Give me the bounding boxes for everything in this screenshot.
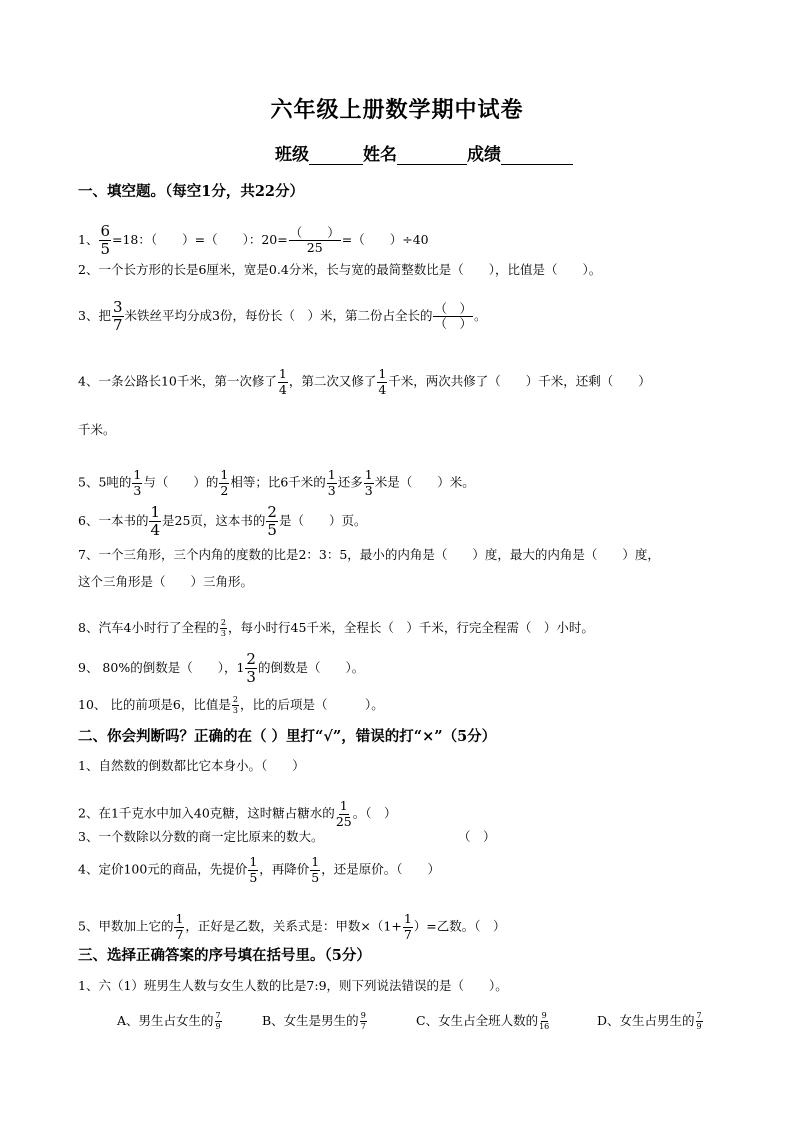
section-2-heading: 二、你会判断吗？正确的在（ ）里打“√”，错误的打“×”（5分） <box>78 728 497 745</box>
question-text: 2、在1千克水中加入40克糖，这时糖占糖水的 <box>78 805 335 821</box>
question-text: ，比的后项是（ ）。 <box>239 697 384 712</box>
question-text: ，每小时行45千米，全程长（ ）千米，行完全程需（ ）小时。 <box>228 620 594 635</box>
fraction-numerator: 2 <box>220 618 226 627</box>
fraction-numerator: 1 <box>311 854 320 869</box>
question-text: ，再降价 <box>259 861 310 877</box>
fraction-denominator: 9 <box>696 1022 702 1031</box>
fraction-numerator: 1 <box>327 467 336 482</box>
fraction-denominator: 4 <box>150 521 160 539</box>
fraction-numerator: （ ） <box>434 300 472 316</box>
question-text: 还多 <box>337 474 363 490</box>
fraction <box>132 469 142 497</box>
question-text: 6、一本书的 <box>78 513 149 528</box>
question-text: 与（ ）的 <box>143 474 219 490</box>
fraction-denominator: 5 <box>267 521 277 539</box>
question-2-5 <box>78 913 506 941</box>
fraction <box>232 696 239 715</box>
fraction-numerator: 7 <box>215 1011 221 1020</box>
option-c[interactable] <box>416 1011 550 1031</box>
fraction <box>360 1012 367 1031</box>
question-text: 。（ ） <box>352 805 397 821</box>
page-title: 六年级上册数学期中试卷 <box>270 97 524 123</box>
fraction-denominator: 7 <box>360 1022 366 1031</box>
fraction-denominator: 25 <box>306 240 323 255</box>
fraction <box>696 1012 703 1031</box>
fraction-numerator: 1 <box>339 798 348 813</box>
fraction-denominator: 3 <box>364 482 373 498</box>
question-1-5 <box>78 469 475 497</box>
fraction <box>245 652 257 685</box>
fraction-numerator: 2 <box>246 650 256 668</box>
fraction-denominator: 3 <box>220 629 226 638</box>
fraction <box>219 469 229 497</box>
fraction <box>289 224 341 255</box>
question-text: 4、定价100元的商品，先提价 <box>78 861 248 877</box>
question-1-4-cont: 千米。 <box>78 422 116 437</box>
question-1-7-cont: 这个三角形是（ ）三角形。 <box>78 574 254 589</box>
question-text: ，还是原价。（ ） <box>321 861 440 877</box>
fraction-numerator: 9 <box>541 1011 547 1020</box>
question-2-1: 1、自然数的倒数都比它本身小。（ ） <box>78 758 305 773</box>
question-text: 。 <box>473 308 487 323</box>
fraction-numerator: 1 <box>378 366 387 381</box>
fraction-numerator: 1 <box>403 911 412 926</box>
fraction-denominator: 5 <box>249 869 258 885</box>
question-text: 是25页，这本书的 <box>162 513 266 528</box>
fraction <box>220 619 227 638</box>
fraction-denominator: 7 <box>175 926 184 942</box>
question-text: ，正好是乙数，关系式是：甲数×（1+ <box>185 918 402 934</box>
question-text: 米铁丝平均分成3份，每份长（ ）米，第二份占全长的 <box>124 308 433 323</box>
fraction-numerator: 1 <box>175 911 184 926</box>
question-text: 8、汽车4小时行了全程的 <box>78 620 219 635</box>
fraction-numerator: 2 <box>267 503 277 521</box>
fraction <box>310 856 320 884</box>
fraction-denominator: 9 <box>215 1022 221 1031</box>
question-text: ）=乙数。（ ） <box>413 918 506 934</box>
fraction-numerator: 9 <box>360 1011 366 1020</box>
fraction <box>174 913 184 941</box>
question-text: C、女生占全班人数的 <box>416 1013 539 1028</box>
fraction <box>539 1012 549 1031</box>
fraction-denominator: 16 <box>539 1022 550 1031</box>
question-text: 9、 80%的倒数是（ ），1 <box>78 660 245 675</box>
question-1-7: 7、一个三角形，三个内角的度数的比是2：3：5，最小的内角是（ ）度，最大的内角是（ ）度， <box>78 547 660 562</box>
question-text: 10、 比的前项是6，比值是 <box>78 697 231 712</box>
fraction <box>403 913 413 941</box>
fraction-numerator: 1 <box>133 467 142 482</box>
fraction-denominator: 3 <box>327 482 336 498</box>
question-text: 3、把 <box>78 308 111 323</box>
fraction-numerator: 2 <box>232 695 238 704</box>
fraction <box>433 300 473 331</box>
fraction-denominator: 3 <box>246 668 256 686</box>
fraction-numerator: 3 <box>112 298 123 316</box>
question-text: ，第二次又修了 <box>288 373 377 389</box>
score-label: 成绩 <box>467 145 501 165</box>
fraction <box>364 469 374 497</box>
class-label: 班级 <box>275 145 309 165</box>
fraction <box>278 368 288 396</box>
fraction-denominator: 4 <box>378 381 387 397</box>
option-b[interactable] <box>262 1011 368 1031</box>
option-d[interactable] <box>597 1011 704 1031</box>
name-label: 姓名 <box>363 145 397 165</box>
fraction <box>99 224 111 257</box>
fraction-denominator: 5 <box>100 240 110 258</box>
question-text: 是（ ）页。 <box>278 513 367 528</box>
question-text: D、女生占男生的 <box>597 1013 695 1028</box>
fraction-numerator: （ ） <box>289 224 340 240</box>
fraction-numerator: 7 <box>696 1011 702 1020</box>
question-1-4 <box>78 368 651 396</box>
fraction <box>336 800 352 828</box>
question-text: =（ ）÷40 <box>341 232 429 247</box>
fraction-denominator: 7 <box>403 926 412 942</box>
question-2-2 <box>78 800 396 828</box>
student-info-line <box>275 140 573 165</box>
question-1-2: 2、一个长方形的长是6厘米，宽是0.4分米，长与宽的最简整数比是（ ），比值是（ ）。 <box>78 262 602 277</box>
question-2-3-answer[interactable]: （ ） <box>458 829 496 844</box>
fraction-numerator: 6 <box>100 222 110 240</box>
fraction <box>112 300 124 333</box>
fraction-denominator: （ ） <box>434 316 472 331</box>
question-text: 4、一条公路长10千米，第一次修了 <box>78 373 277 389</box>
fraction-denominator: 3 <box>232 706 238 715</box>
fraction-numerator: 1 <box>220 467 229 482</box>
fraction <box>327 469 337 497</box>
fraction-denominator: 4 <box>278 381 287 397</box>
fraction-denominator: 5 <box>311 869 320 885</box>
option-a[interactable] <box>117 1011 223 1031</box>
question-text: 1、 <box>78 232 99 247</box>
fraction-numerator: 1 <box>150 503 160 521</box>
question-text: B、女生是男生的 <box>262 1013 359 1028</box>
question-1-1 <box>78 224 429 257</box>
section-3-heading: 三、选择正确答案的序号填在括号里。（5分） <box>78 947 371 964</box>
fraction-denominator: 7 <box>112 316 123 334</box>
fraction-numerator: 1 <box>364 467 373 482</box>
question-text: 5、甲数加上它的 <box>78 918 174 934</box>
fraction-denominator: 3 <box>133 482 142 498</box>
question-1-8 <box>78 618 594 638</box>
fraction-numerator: 1 <box>278 366 287 381</box>
fraction-denominator: 25 <box>335 813 352 829</box>
question-3-1: 1、六（1）班男生人数与女生人数的比是7:9，则下列说法错误的是（ ）。 <box>78 978 508 993</box>
question-2-4 <box>78 856 440 884</box>
question-text: 相等；比6千米的 <box>230 474 326 490</box>
section-1-heading: 一、填空题。（每空1分，共22分） <box>78 183 305 200</box>
question-text: 的倒数是（ ）。 <box>257 660 365 675</box>
question-1-3 <box>78 300 487 333</box>
question-1-10 <box>78 695 384 715</box>
fraction-denominator: 2 <box>220 482 229 498</box>
question-1-6 <box>78 505 366 538</box>
question-1-9 <box>78 652 364 685</box>
fraction <box>215 1012 222 1031</box>
question-text: 千米，两次共修了（ ）千米，还剩（ ） <box>388 373 651 389</box>
fraction <box>377 368 387 396</box>
question-2-3: 3、一个数除以分数的商一定比原来的数大。 <box>78 829 324 844</box>
fraction <box>149 505 161 538</box>
question-text: 5、5吨的 <box>78 474 132 490</box>
question-text: A、男生占女生的 <box>117 1013 214 1028</box>
fraction <box>266 505 278 538</box>
fraction-numerator: 1 <box>249 854 258 869</box>
name-blank[interactable] <box>397 146 467 165</box>
question-text: 米是（ ）米。 <box>374 474 475 490</box>
question-text: =18：（ ）=（ ）：20= <box>112 232 288 247</box>
score-blank[interactable] <box>501 146 573 165</box>
class-blank[interactable] <box>309 146 363 165</box>
fraction <box>248 856 258 884</box>
